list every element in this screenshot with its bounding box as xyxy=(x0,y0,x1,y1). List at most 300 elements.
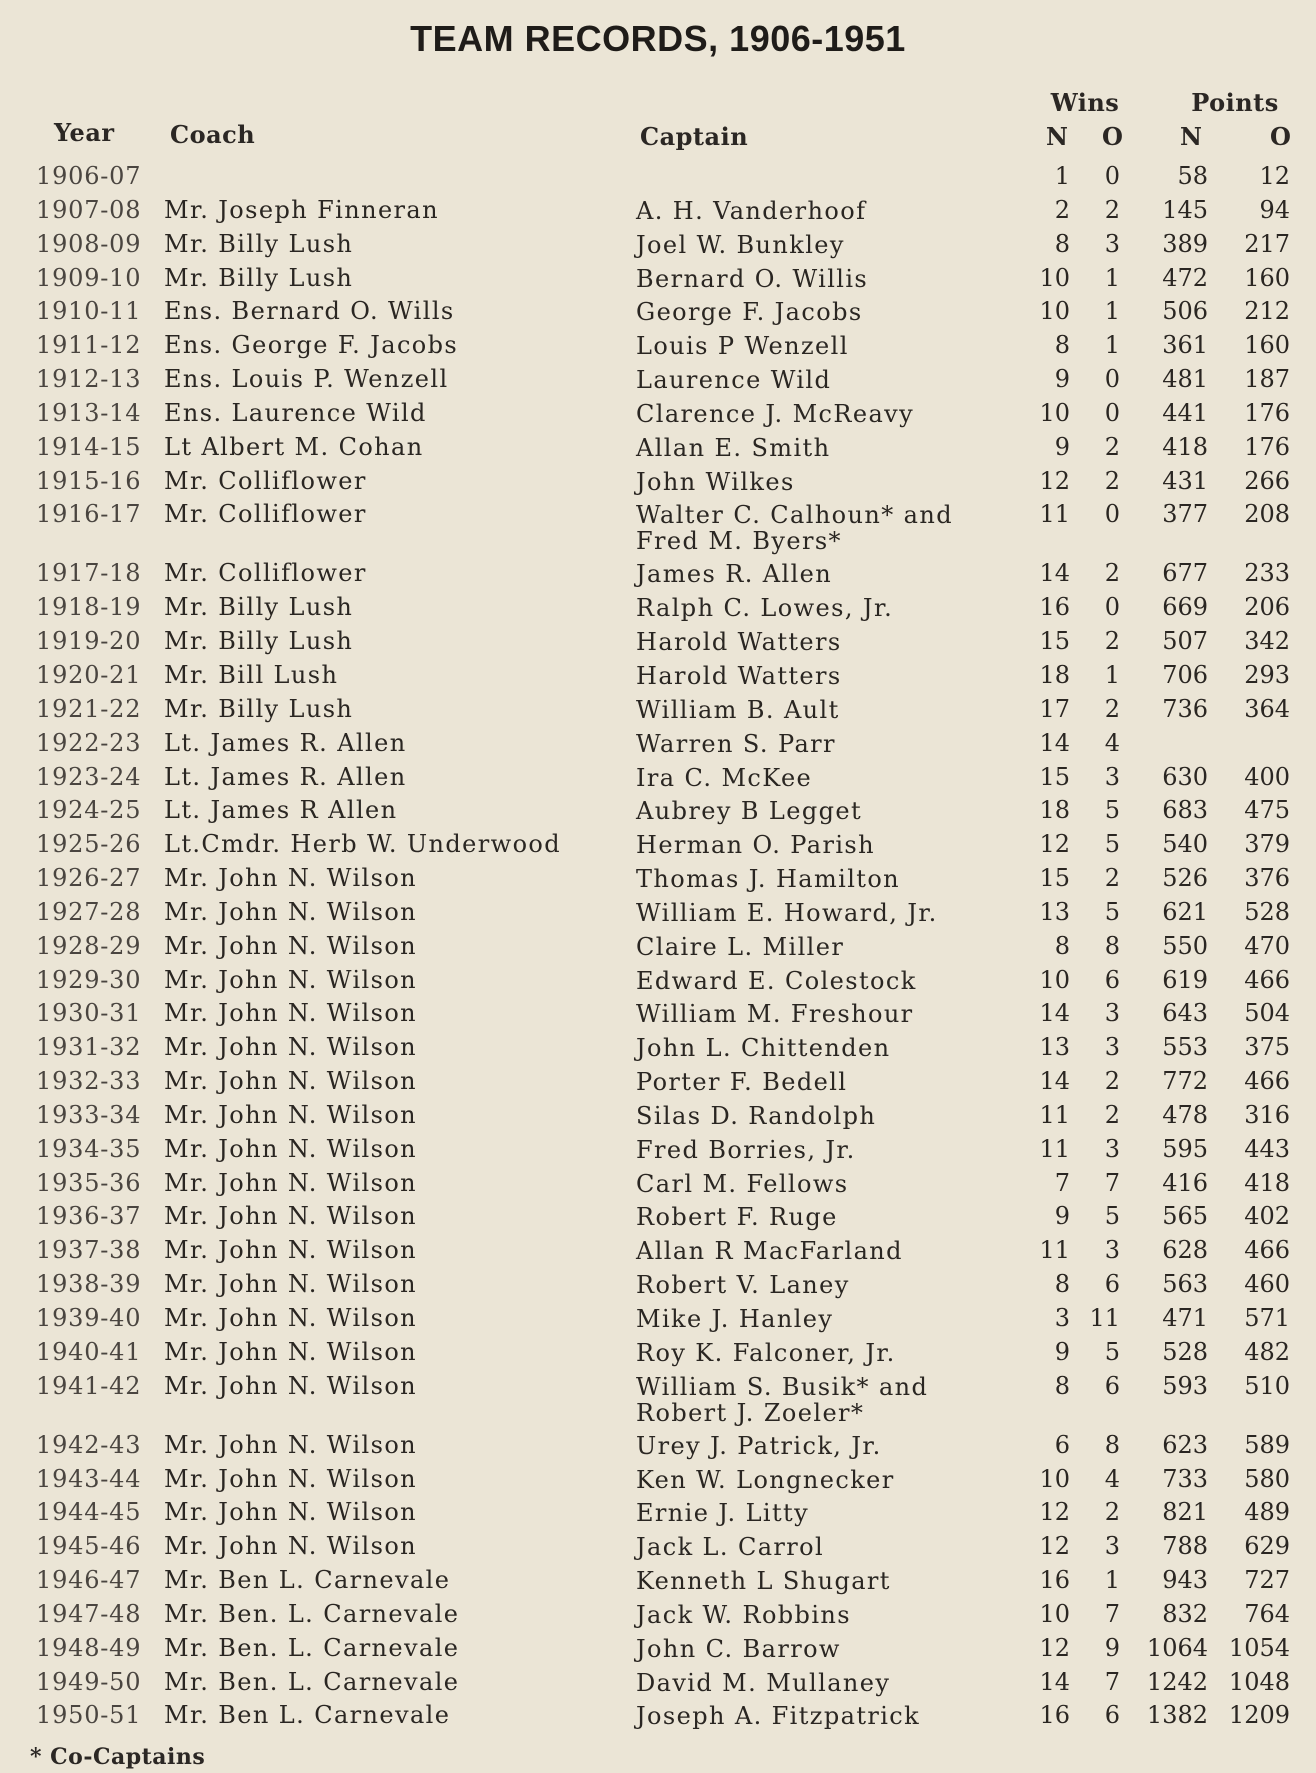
captain-cell xyxy=(636,228,845,258)
points-navy-cell: 481 xyxy=(1162,365,1208,394)
coach-cell: Mr. John N. Wilson xyxy=(164,864,418,893)
table-row xyxy=(0,1302,1316,1336)
captain-cell xyxy=(636,1167,848,1197)
captain-name: David M. Mullaney xyxy=(636,1668,891,1697)
points-navy-cell: 431 xyxy=(1162,466,1208,495)
captain-name: Allan E. Smith xyxy=(636,433,831,462)
coach-cell: Mr. John N. Wilson xyxy=(164,1337,418,1366)
table-row xyxy=(0,1031,1316,1065)
wins-navy-cell: 12 xyxy=(1039,1498,1070,1527)
captain-name: James R. Allen xyxy=(636,560,833,589)
captain-name: Joel W. Bunkley xyxy=(636,230,845,259)
captain-cell xyxy=(636,1268,850,1298)
captain-name: A. H. Vanderhoof xyxy=(636,196,867,225)
wins-opponent-cell: 0 xyxy=(1104,162,1120,190)
year-cell: 1927-28 xyxy=(36,897,142,926)
captain-cell xyxy=(636,727,836,757)
captain-name: Harold Watters xyxy=(636,661,842,690)
captain-cell xyxy=(636,557,832,587)
year-cell: 1941-42 xyxy=(36,1371,142,1400)
points-navy-cell: 145 xyxy=(1162,195,1208,224)
year-cell: 1906-07 xyxy=(36,162,142,190)
captain-name: John L. Chittenden xyxy=(636,1034,891,1063)
wins-navy-cell: 13 xyxy=(1039,1033,1070,1062)
records-table xyxy=(0,160,1316,1733)
year-cell: 1909-10 xyxy=(36,263,142,292)
points-opponent-cell: 470 xyxy=(1244,931,1290,960)
captain-name: William B. Ault xyxy=(636,695,840,724)
wins-opponent-cell: 5 xyxy=(1104,1202,1120,1231)
table-row xyxy=(0,431,1316,465)
coach-cell: Mr. John N. Wilson xyxy=(164,1532,418,1561)
wins-navy-cell: 12 xyxy=(1039,466,1070,495)
points-navy-cell: 683 xyxy=(1162,796,1208,825)
captain-cell xyxy=(636,1336,896,1366)
wins-navy-cell: 16 xyxy=(1039,593,1070,622)
captain-name: Herman O. Parish xyxy=(636,831,875,860)
table-row xyxy=(0,659,1316,693)
coach-cell: Ens. George F. Jacobs xyxy=(164,331,459,360)
coach-cell: Mr. Ben L. Carnevale xyxy=(164,1701,451,1730)
captain-name: Warren S. Parr xyxy=(636,729,836,758)
wins-opponent-cell: 1 xyxy=(1104,660,1120,689)
wins-opponent-cell: 3 xyxy=(1104,1033,1120,1062)
points-navy-cell: 619 xyxy=(1162,965,1208,994)
captain-name: Silas D. Randolph xyxy=(636,1101,877,1130)
wins-navy-cell: 6 xyxy=(1054,1430,1070,1459)
table-row xyxy=(0,1133,1316,1167)
table-row xyxy=(0,761,1316,795)
coach-cell: Mr. John N. Wilson xyxy=(164,1270,418,1299)
points-navy-cell: 361 xyxy=(1162,331,1208,360)
coach-cell: Lt. James R. Allen xyxy=(164,762,407,791)
wins-opponent-cell: 2 xyxy=(1104,466,1120,495)
coach-cell: Mr. Colliflower xyxy=(164,500,367,529)
points-navy-cell: 595 xyxy=(1162,1134,1208,1163)
captain-name: Jack W. Robbins xyxy=(636,1600,851,1629)
points-navy-cell: 441 xyxy=(1162,398,1208,427)
points-opponent-cell: 402 xyxy=(1244,1202,1290,1231)
captain-cell xyxy=(636,262,868,292)
captain-name: Laurence Wild xyxy=(636,366,832,395)
points-navy-cell: 471 xyxy=(1162,1304,1208,1332)
points-opponent-cell: 466 xyxy=(1244,1067,1290,1096)
table-row xyxy=(0,498,1316,557)
year-cell: 1922-23 xyxy=(36,728,142,757)
wins-opponent-cell: 2 xyxy=(1104,694,1120,723)
points-opponent-cell: 466 xyxy=(1244,1236,1290,1265)
year-cell: 1913-14 xyxy=(36,398,142,427)
wins-navy-cell: 8 xyxy=(1054,1371,1070,1400)
captain-cell xyxy=(636,862,900,892)
wins-navy-cell: 9 xyxy=(1054,1202,1070,1231)
wins-opponent-cell: 0 xyxy=(1104,365,1120,394)
year-cell: 1915-16 xyxy=(36,466,142,495)
points-opponent-cell: 764 xyxy=(1244,1599,1290,1628)
wins-navy-cell: 8 xyxy=(1054,229,1070,258)
coach-cell: Mr. John N. Wilson xyxy=(164,1067,418,1096)
captain-cell xyxy=(636,591,893,621)
wins-navy-cell: 15 xyxy=(1039,762,1070,791)
table-row xyxy=(0,557,1316,591)
points-navy-cell: 526 xyxy=(1162,864,1208,893)
wins-navy-cell: 12 xyxy=(1039,1633,1070,1662)
points-opponent-cell: 376 xyxy=(1244,864,1290,893)
table-row xyxy=(0,1699,1316,1733)
coach-cell: Mr. Billy Lush xyxy=(164,229,354,258)
points-opponent-cell: 1209 xyxy=(1228,1701,1290,1730)
points-opponent-cell: 379 xyxy=(1244,830,1290,859)
points-opponent-cell: 176 xyxy=(1244,398,1290,427)
captain-cell xyxy=(636,363,831,393)
points-opponent-cell: 94 xyxy=(1259,195,1290,224)
captain-name: John Wilkes xyxy=(636,467,795,496)
captain-name: Jack L. Carrol xyxy=(636,1533,825,1562)
year-cell: 1916-17 xyxy=(36,500,142,529)
points-navy-cell: 418 xyxy=(1162,432,1208,461)
table-row xyxy=(0,1336,1316,1370)
points-opponent-cell: 400 xyxy=(1244,762,1290,791)
coach-cell: Mr. Billy Lush xyxy=(164,593,354,622)
coach-cell: Mr. Billy Lush xyxy=(164,627,354,656)
table-row xyxy=(0,295,1316,329)
year-cell: 1923-24 xyxy=(36,762,142,791)
table-row xyxy=(0,262,1316,296)
coach-cell: Mr. Colliflower xyxy=(164,559,367,588)
coach-cell: Ens. Louis P. Wenzell xyxy=(164,365,449,394)
captain-cell xyxy=(636,1598,851,1628)
captain-cell xyxy=(636,194,866,224)
captain-cell xyxy=(636,625,842,655)
captain-cell xyxy=(636,1302,833,1332)
table-row xyxy=(0,1530,1316,1564)
wins-opponent-cell: 1 xyxy=(1104,1566,1120,1595)
wins-opponent-cell: 1 xyxy=(1104,297,1120,326)
captain-cell xyxy=(636,1133,856,1163)
points-opponent-cell: 489 xyxy=(1244,1498,1290,1527)
wins-navy-cell: 7 xyxy=(1054,1168,1070,1197)
captain-cell xyxy=(636,1031,890,1061)
co-captain-name: Robert J. Zoeler* xyxy=(636,1398,865,1427)
points-navy-cell: 507 xyxy=(1162,627,1208,656)
wins-navy-cell: 17 xyxy=(1039,694,1070,723)
table-row xyxy=(0,727,1316,761)
wins-navy-cell: 14 xyxy=(1039,559,1070,588)
points-navy-cell: 628 xyxy=(1162,1236,1208,1265)
year-cell: 1910-11 xyxy=(36,297,142,326)
wins-opponent-cell: 0 xyxy=(1104,500,1120,529)
points-opponent-cell: 293 xyxy=(1244,660,1290,689)
points-opponent-cell: 160 xyxy=(1244,331,1290,360)
points-group-header: Points xyxy=(1191,88,1279,117)
wins-navy-cell: 9 xyxy=(1054,432,1070,461)
table-row xyxy=(0,964,1316,998)
table-row xyxy=(0,465,1316,499)
coach-cell: Mr. John N. Wilson xyxy=(164,1033,418,1062)
wins-opponent-cell: 2 xyxy=(1104,1498,1120,1527)
points-navy-cell: 736 xyxy=(1162,694,1208,723)
points-navy-cell: 643 xyxy=(1162,999,1208,1028)
year-cell: 1948-49 xyxy=(36,1633,142,1662)
coach-cell: Mr. John N. Wilson xyxy=(164,1304,418,1332)
coach-header: Coach xyxy=(170,120,256,149)
points-navy-cell: 563 xyxy=(1162,1270,1208,1299)
wins-opponent-cell: 5 xyxy=(1104,1337,1120,1366)
year-cell: 1918-19 xyxy=(36,593,142,622)
year-header: Year xyxy=(54,118,115,147)
year-cell: 1943-44 xyxy=(36,1464,142,1493)
points-opponent-cell: 629 xyxy=(1244,1532,1290,1561)
captain-cell xyxy=(636,693,840,723)
wins-navy-cell: 15 xyxy=(1039,627,1070,656)
captain-name: Roy K. Falconer, Jr. xyxy=(636,1338,896,1367)
captain-name: John C. Barrow xyxy=(636,1634,841,1663)
table-row xyxy=(0,862,1316,896)
coach-cell: Mr. John N. Wilson xyxy=(164,1498,418,1527)
wins-n-header: N xyxy=(1046,122,1069,151)
year-cell: 1926-27 xyxy=(36,864,142,893)
captain-header: Captain xyxy=(640,122,749,151)
points-navy-cell: 553 xyxy=(1162,1033,1208,1062)
coach-cell: Mr. John N. Wilson xyxy=(164,1464,418,1493)
year-cell: 1908-09 xyxy=(36,229,142,258)
captain-cell xyxy=(636,1699,920,1729)
captain-name: Joseph A. Fitzpatrick xyxy=(636,1702,921,1731)
year-cell: 1929-30 xyxy=(36,965,142,994)
year-cell: 1935-36 xyxy=(36,1168,142,1197)
captain-cell xyxy=(636,1234,903,1264)
captain-cell xyxy=(636,295,863,325)
table-row xyxy=(0,1065,1316,1099)
coach-cell: Mr. Ben. L. Carnevale xyxy=(164,1667,460,1696)
captain-name: Harold Watters xyxy=(636,628,842,657)
points-navy-cell: 677 xyxy=(1162,559,1208,588)
coach-cell: Mr. Ben. L. Carnevale xyxy=(164,1633,460,1662)
wins-navy-cell: 12 xyxy=(1039,1532,1070,1561)
points-navy-cell: 669 xyxy=(1162,593,1208,622)
points-opponent-cell: 217 xyxy=(1244,229,1290,258)
points-navy-cell: 58 xyxy=(1177,162,1208,190)
wins-opponent-cell: 8 xyxy=(1104,931,1120,960)
year-cell: 1940-41 xyxy=(36,1337,142,1366)
points-navy-cell: 377 xyxy=(1162,500,1208,529)
wins-opponent-cell: 9 xyxy=(1104,1633,1120,1662)
captain-cell xyxy=(636,896,938,926)
coach-cell: Mr. Colliflower xyxy=(164,466,367,495)
year-cell: 1947-48 xyxy=(36,1599,142,1628)
year-cell: 1920-21 xyxy=(36,660,142,689)
captain-name: Allan R MacFarland xyxy=(636,1237,903,1266)
points-navy-cell: 565 xyxy=(1162,1202,1208,1231)
points-navy-cell: 472 xyxy=(1162,263,1208,292)
captain-cell xyxy=(636,1564,891,1594)
coach-cell: Lt Albert M. Cohan xyxy=(164,432,424,461)
coach-cell: Mr. Billy Lush xyxy=(164,694,354,723)
points-opponent-cell: 12 xyxy=(1259,162,1290,190)
wins-navy-cell: 14 xyxy=(1039,728,1070,757)
points-navy-cell: 478 xyxy=(1162,1100,1208,1129)
wins-opponent-cell: 0 xyxy=(1104,593,1120,622)
points-opponent-cell: 316 xyxy=(1244,1100,1290,1129)
captain-cell xyxy=(636,1370,928,1426)
coach-cell: Mr. John N. Wilson xyxy=(164,1371,418,1400)
year-cell: 1950-51 xyxy=(36,1701,142,1730)
year-cell: 1917-18 xyxy=(36,559,142,588)
wins-navy-cell: 14 xyxy=(1039,999,1070,1028)
points-navy-cell: 621 xyxy=(1162,897,1208,926)
coach-cell: Mr. John N. Wilson xyxy=(164,1168,418,1197)
points-opponent-cell: 1054 xyxy=(1228,1633,1290,1662)
page-title: TEAM RECORDS, 1906-1951 xyxy=(410,18,906,59)
wins-opponent-cell: 0 xyxy=(1104,398,1120,427)
captain-cell xyxy=(636,1463,895,1493)
coach-cell: Ens. Bernard O. Wills xyxy=(164,297,455,326)
coach-cell: Mr. John N. Wilson xyxy=(164,1236,418,1265)
table-row xyxy=(0,1564,1316,1598)
year-cell: 1928-29 xyxy=(36,931,142,960)
points-navy-cell: 832 xyxy=(1162,1599,1208,1628)
points-opponent-cell: 727 xyxy=(1244,1566,1290,1595)
wins-opponent-cell: 5 xyxy=(1104,830,1120,859)
table-row xyxy=(0,363,1316,397)
wins-opponent-cell: 11 xyxy=(1089,1304,1120,1332)
points-navy-cell: 1064 xyxy=(1146,1633,1208,1662)
wins-opponent-cell: 2 xyxy=(1104,627,1120,656)
points-opponent-cell: 580 xyxy=(1244,1464,1290,1493)
wins-navy-cell: 15 xyxy=(1039,864,1070,893)
table-row xyxy=(0,828,1316,862)
table-row xyxy=(0,1200,1316,1234)
wins-navy-cell: 13 xyxy=(1039,897,1070,926)
table-row xyxy=(0,1666,1316,1700)
captain-name: Mike J. Hanley xyxy=(636,1305,834,1333)
year-cell: 1911-12 xyxy=(36,331,142,360)
co-captain-name: Fred M. Byers* xyxy=(636,527,842,556)
captain-name: Aubrey B Legget xyxy=(636,797,862,826)
captain-cell xyxy=(636,1099,876,1129)
wins-opponent-cell: 6 xyxy=(1104,965,1120,994)
wins-opponent-cell: 5 xyxy=(1104,897,1120,926)
points-opponent-cell: 504 xyxy=(1244,999,1290,1028)
table-row xyxy=(0,1099,1316,1133)
coach-cell: Lt. James R Allen xyxy=(164,796,398,825)
wins-navy-cell: 18 xyxy=(1039,660,1070,689)
points-opponent-cell: 375 xyxy=(1244,1033,1290,1062)
points-opponent-cell: 206 xyxy=(1244,593,1290,622)
points-navy-cell: 540 xyxy=(1162,830,1208,859)
captain-name: Robert V. Laney xyxy=(636,1271,850,1300)
wins-opponent-cell: 3 xyxy=(1104,999,1120,1028)
points-o-header: O xyxy=(1270,122,1292,151)
year-cell: 1930-31 xyxy=(36,999,142,1028)
captain-name: Ernie J. Litty xyxy=(636,1499,810,1528)
wins-opponent-cell: 2 xyxy=(1104,1100,1120,1129)
year-cell: 1914-15 xyxy=(36,432,142,461)
captain-name: Ken W. Longnecker xyxy=(636,1465,895,1494)
wins-navy-cell: 14 xyxy=(1039,1667,1070,1696)
points-opponent-cell: 266 xyxy=(1244,466,1290,495)
table-row xyxy=(0,930,1316,964)
points-opponent-cell: 212 xyxy=(1244,297,1290,326)
table-row xyxy=(0,794,1316,828)
wins-navy-cell: 14 xyxy=(1039,1067,1070,1096)
captain-name: Claire L. Miller xyxy=(636,932,845,961)
points-opponent-cell: 528 xyxy=(1244,897,1290,926)
wins-navy-cell: 8 xyxy=(1054,1270,1070,1299)
wins-navy-cell: 8 xyxy=(1054,931,1070,960)
wins-navy-cell: 16 xyxy=(1039,1566,1070,1595)
year-cell: 1925-26 xyxy=(36,830,142,859)
table-row xyxy=(0,397,1316,431)
captain-name: Fred Borries, Jr. xyxy=(636,1135,856,1164)
captain-name: William M. Freshour xyxy=(636,1000,914,1029)
wins-opponent-cell: 2 xyxy=(1104,195,1120,224)
coach-cell: Mr. John N. Wilson xyxy=(164,1430,418,1459)
coach-cell: Mr. John N. Wilson xyxy=(164,897,418,926)
coach-cell: Mr. Billy Lush xyxy=(164,263,354,292)
points-opponent-cell: 1048 xyxy=(1228,1667,1290,1696)
points-opponent-cell: 475 xyxy=(1244,796,1290,825)
points-opponent-cell: 364 xyxy=(1244,694,1290,723)
table-row xyxy=(0,625,1316,659)
year-cell: 1932-33 xyxy=(36,1067,142,1096)
coach-cell: Mr. Joseph Finneran xyxy=(164,195,439,224)
coach-cell: Lt.Cmdr. Herb W. Underwood xyxy=(164,830,562,859)
coach-cell: Mr. John N. Wilson xyxy=(164,1202,418,1231)
points-navy-cell: 593 xyxy=(1162,1371,1208,1400)
points-navy-cell: 389 xyxy=(1162,229,1208,258)
captain-name: Clarence J. McReavy xyxy=(636,399,915,428)
captain-cell xyxy=(636,1429,882,1459)
points-opponent-cell: 460 xyxy=(1244,1270,1290,1299)
points-navy-cell: 630 xyxy=(1162,762,1208,791)
captain-cell xyxy=(636,1666,890,1696)
year-cell: 1938-39 xyxy=(36,1270,142,1299)
year-cell: 1937-38 xyxy=(36,1236,142,1265)
wins-opponent-cell: 2 xyxy=(1104,1067,1120,1096)
points-opponent-cell: 176 xyxy=(1244,432,1290,461)
coach-cell: Mr. John N. Wilson xyxy=(164,1134,418,1163)
table-row xyxy=(0,1429,1316,1463)
table-row xyxy=(0,329,1316,363)
wins-navy-cell: 11 xyxy=(1039,1236,1070,1265)
wins-opponent-cell: 2 xyxy=(1104,864,1120,893)
table-row xyxy=(0,1496,1316,1530)
captain-cell xyxy=(636,828,875,858)
wins-navy-cell: 10 xyxy=(1039,263,1070,292)
footnote: * Co-Captains xyxy=(30,1744,206,1770)
points-navy-cell: 528 xyxy=(1162,1337,1208,1366)
captain-cell xyxy=(636,930,844,960)
wins-opponent-cell: 2 xyxy=(1104,432,1120,461)
captain-name: Porter F. Bedell xyxy=(636,1068,848,1097)
wins-navy-cell: 11 xyxy=(1039,500,1070,529)
table-row xyxy=(0,1370,1316,1429)
wins-opponent-cell: 7 xyxy=(1104,1667,1120,1696)
coach-cell: Mr. John N. Wilson xyxy=(164,965,418,994)
wins-opponent-cell: 3 xyxy=(1104,1236,1120,1265)
points-navy-cell: 506 xyxy=(1162,297,1208,326)
year-cell: 1949-50 xyxy=(36,1667,142,1696)
wins-opponent-cell: 1 xyxy=(1104,331,1120,360)
points-navy-cell: 733 xyxy=(1162,1464,1208,1493)
year-cell: 1907-08 xyxy=(36,195,142,224)
year-cell: 1936-37 xyxy=(36,1202,142,1231)
captain-cell xyxy=(636,1065,847,1095)
coach-cell: Mr. John N. Wilson xyxy=(164,1100,418,1129)
captain-cell xyxy=(636,964,917,994)
captain-cell xyxy=(636,659,842,689)
